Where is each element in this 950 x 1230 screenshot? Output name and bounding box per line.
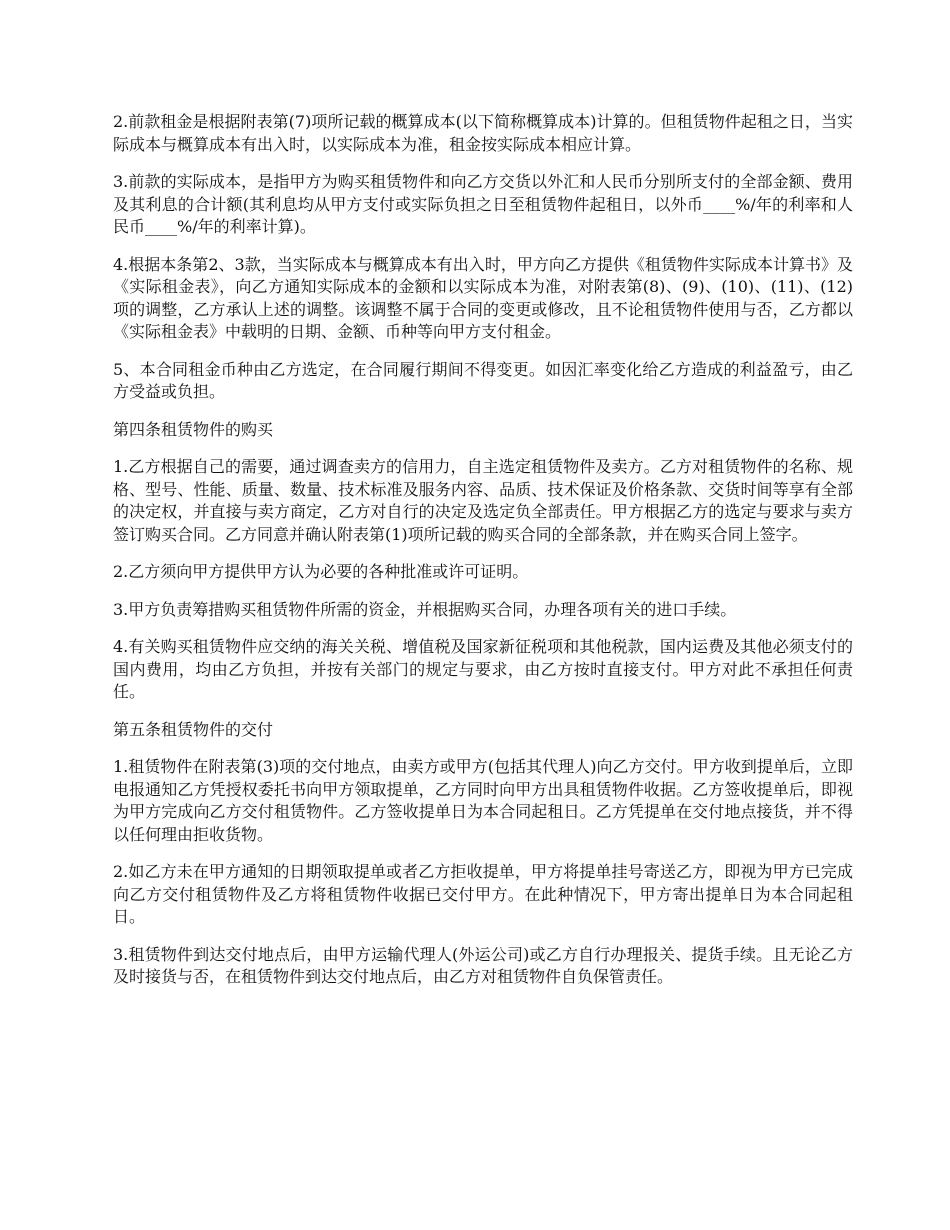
clause-4-item-1: 1.乙方根据自己的需要，通过调查卖方的信用力，自主选定租赁物件及卖方。乙方对租赁物件的名称、规格、型号、性能、质量、数量、技术标准及服务内容、品质、技术保证及价格条款、交货时间等享有全部的决定权，并直接与卖方商定，乙方对自行的决定及选定负全部责任。甲方根据乙方的选定与要求与卖方签订购买合同。乙方同意并确认附表第(1)项所记载的购买合同的全部条款，并在购买合同上签字。 [113,457,853,544]
article-4-heading: 第四条租赁物件的购买 [113,419,274,439]
clause-3-item-4: 4.根据本条第2、3款，当实际成本与概算成本有出入时，甲方向乙方提供《租赁物件实际成本计算书》及《实际租金表》，向乙方通知实际成本的金额和以实际成本为准，对附表第(8)、(9)、(10)、(11)、(12)项的调整，乙方承认上述的调整。该调整不属于合同的变更或修改，且不论租赁物件使用与否，乙方都以《实际租金表》中载明的日期、金额、币种等向甲方支付租金。 [113,254,853,341]
clause-3-item-2: 2.前款租金是根据附表第(7)项所记载的概算成本(以下简称概算成本)计算的。但租赁物件起租之日，当实际成本与概算成本有出入时，以实际成本为准，租金按实际成本相应计算。 [113,112,853,154]
clause-4-item-2: 2.乙方须向甲方提供甲方认为必要的各种批准或许可证明。 [113,562,529,581]
clause-5-item-1: 1.租赁物件在附表第(3)项的交付地点，由卖方或甲方(包括其代理人)向乙方交付。甲方收到提单后，立即电报通知乙方凭授权委托书向甲方领取提单，乙方同时向甲方出具租赁物件收据。乙方签收提单后，即视为甲方完成向乙方交付租赁物件。乙方签收提单日为本合同起租日。乙方凭提单在交付地点接货，并不得以任何理由拒收货物。 [113,757,853,844]
clause-4-item-3: 3.甲方负责筹措购买租赁物件所需的资金，并根据购买合同，办理各项有关的进口手续。 [113,599,737,619]
clause-3-item-5: 5、本合同租金币种由乙方选定，在合同履行期间不得变更。如因汇率变化给乙方造成的利益盈亏，由乙方受益或负担。 [113,359,853,401]
clause-5-item-2: 2.如乙方未在甲方通知的日期领取提单或者乙方拒收提单，甲方将提单挂号寄送乙方，即视为甲方已完成向乙方交付租赁物件及乙方将租赁物件收据已交付甲方。在此种情况下，甲方寄出提单日为本合同起租日。 [113,862,853,926]
clause-5-item-3: 3.租赁物件到达交付地点后，由甲方运输代理人(外运公司)或乙方自行办理报关、提货手续。且无论乙方及时接货与否，在租赁物件到达交付地点后，由乙方对租赁物件自负保管责任。 [113,944,853,986]
clause-3-item-3: 3.前款的实际成本，是指甲方为购买租赁物件和向乙方交货以外汇和人民币分别所支付的全部金额、费用及其利息的合计额(其利息均从甲方支付或实际负担之日至租赁物件起租日，以外币____%/年的利率和人民币____%/年的利率计算)。 [113,172,853,236]
document-page [113,111,853,1004]
article-5-heading: 第五条租赁物件的交付 [113,719,274,739]
clause-4-item-4: 4.有关购买租赁物件应交纳的海关关税、增值税及国家新征税项和其他税款，国内运费及其他必须支付的国内费用，均由乙方负担，并按有关部门的规定与要求，由乙方按时直接支付。甲方对此不承担任何责任。 [113,637,853,701]
